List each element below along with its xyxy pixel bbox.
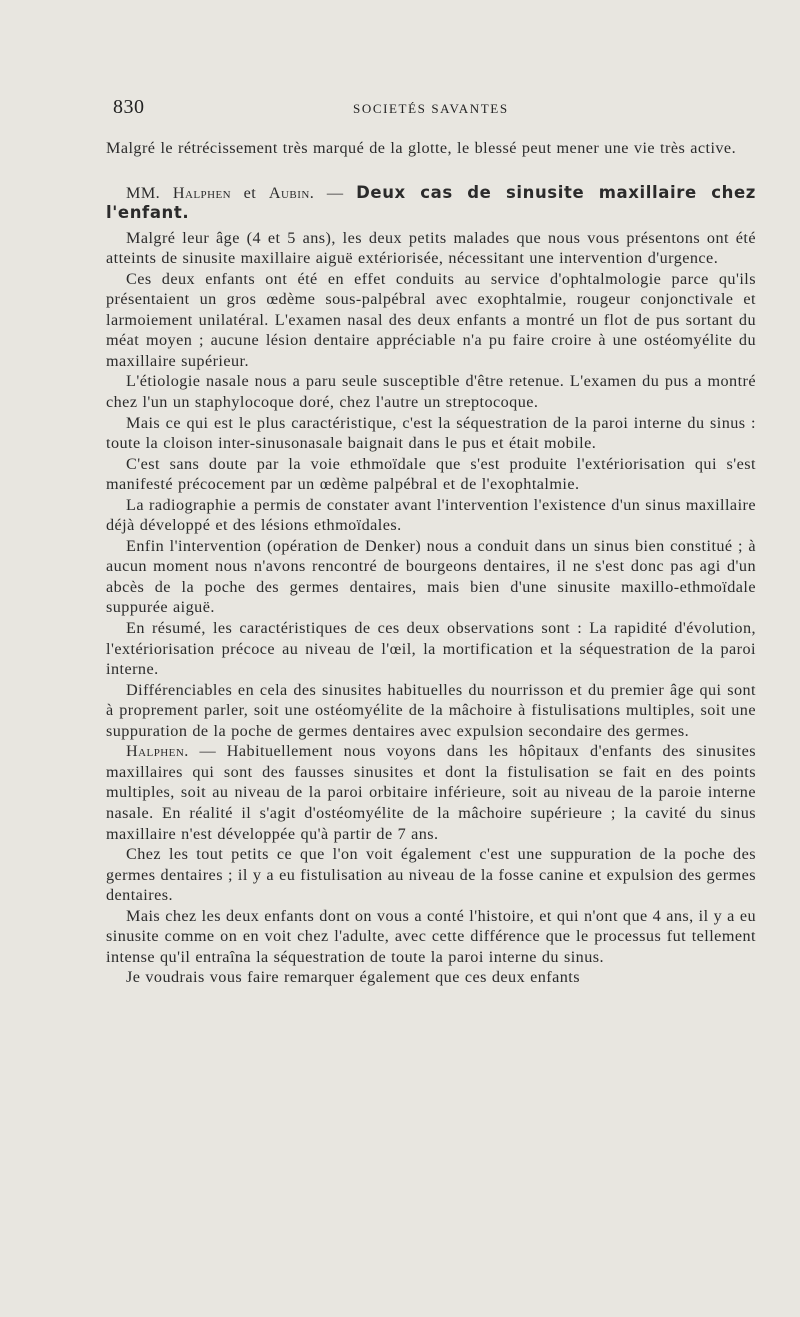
discussion-paragraph [106,741,756,844]
paragraph: C'est sans doute par la voie ethmoïdale que s'est produite l'extériorisation qui s'est manifesté précocement par un œdème palpébral et de l'exophtalmie. [106,454,756,494]
running-head: SOCIETÉS SAVANTES [353,101,509,116]
authors-conjunction: et [231,183,269,202]
author-aubin: Aubin [268,183,310,202]
paragraph: Ces deux enfants ont été en effet conduits au service d'ophtalmologie parce qu'ils présentaient un gros œdème sous-palpébral avec exophtalmie, rougeur conjonctivale et larmoiement unilatéral. L'examen nasal des deux enfants a montré un flot de pus sortant du méat moyen ; aucune lésion dentaire appréciable n'a pu faire croire à une ostéomyélite du maxillaire supérieur. [106,269,756,370]
speaker-halphen: Halphen [126,742,185,761]
article-title: Deux cas de sinusite maxillaire chez l'enfant. [106,182,756,223]
paragraph: La radiographie a permis de constater avant l'intervention l'existence d'un sinus maxillaire déjà développé et des lésions ethmoïdales. [106,495,756,535]
paragraph: L'étiologie nasale nous a paru seule susceptible d'être retenue. L'examen du pus a montré chez l'un un staphylocoque doré, chez l'autre un streptocoque. [106,372,756,412]
intro-paragraph: Malgré le rétrécissement très marqué de la glotte, le blessé peut mener une vie très active. [106,139,737,157]
discussion-text: . — Habituellement nous voyons dans les hôpitaux d'enfants des sinusites maxillaires qui sont des fausses sinusites et dont la fistulisation se fait en des points multiples, soit au niveau de la paroi orbitaire inférieure, soit au niveau de la paroie interne nasale. En réalité il s'agit d'ostéomyélite de la mâchoire supérieure ; la cavité du sinus maxillaire n'est développée qu'à partir de 7 ans. [106,742,756,843]
article-heading [106,183,756,224]
paragraph: Malgré leur âge (4 et 5 ans), les deux petits malades que nous vous présentons ont été atteints de sinusite maxillaire aiguë extériorisée, nécessitant une intervention d'urgence. [106,228,756,268]
page-number: 830 [113,96,145,118]
paragraph: Différenciables en cela des sinusites habituelles du nourrisson et du premier âge qui sont à proprement parler, soit une ostéomyélite de la mâchoire à fistulisations multiples, soit une suppuration de la poche de germes dentaires avec expulsion secondaire des germes. [106,680,756,740]
author-halphen: Halphen [172,183,232,202]
paragraph: Mais ce qui est le plus caractéristique, c'est la séquestration de la paroi interne du sinus : toute la cloison inter-sinusonasale baignait dans le pus et était mobile. [106,413,756,453]
paragraph: Chez les tout petits ce que l'on voit également c'est une suppuration de la poche des germes dentaires ; il y a eu fistulisation au niveau de la fosse canine et expulsion des germes dentaires. [106,845,756,905]
paragraph: En résumé, les caractéristiques de ces deux observations sont : La rapidité d'évolution, l'extériorisation précoce au niveau de l'œil, la mortification et la séquestration de la paroi interne. [106,619,756,679]
authors-separator: . — [309,183,357,202]
page-header [113,96,757,120]
paragraph: Mais chez les deux enfants dont on vous a conté l'histoire, et qui n'ont que 4 ans, il y a eu sinusite comme on en voit chez l'adulte, avec cette différence que le processus fut tellement intense qu'il entraîna la séquestration de toute la paroi interne du sinus. [106,906,756,966]
authors-prefix: MM. [126,183,173,202]
paragraph: Enfin l'intervention (opération de Denker) nous a conduit dans un sinus bien constitué ; à aucun moment nous n'avons rencontré de bourgeons dentaires, il ne s'est donc pas agi d'un abcès de la poche des germes dentaires, mais bien d'une sinusite maxillo-ethmoïdale suppurée aiguë. [106,536,756,617]
article-body [106,138,756,988]
paragraph: Je voudrais vous faire remarquer également que ces deux enfants [126,968,581,987]
